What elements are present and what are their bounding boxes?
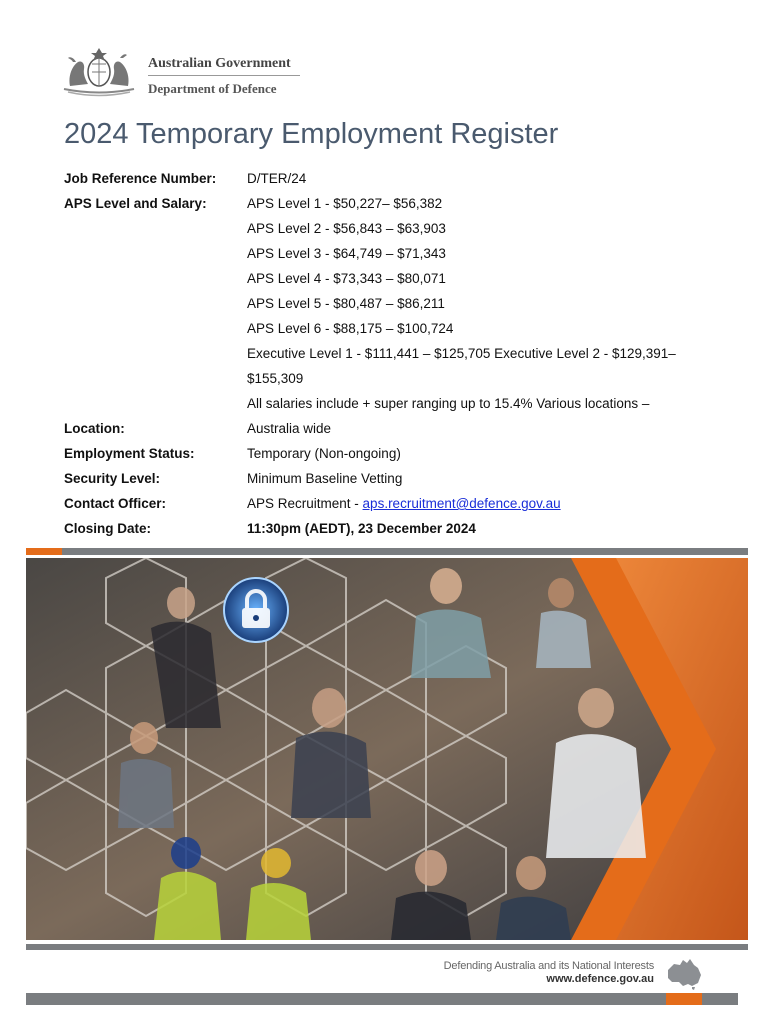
- footer-tagline: Defending Australia and its National Interests: [443, 960, 654, 972]
- padlock-icon: [224, 578, 288, 642]
- footer-accent: [666, 993, 702, 1005]
- closing-label: Closing Date:: [64, 521, 152, 536]
- job-details: [64, 166, 724, 541]
- closing-value: 11:30pm (AEDT), 23 December 2024: [247, 521, 476, 536]
- hero-image: [26, 558, 748, 940]
- contact-email-link[interactable]: aps.recruitment@defence.gov.au: [362, 496, 561, 511]
- detail-row-employment: [64, 441, 724, 466]
- footer-url: www.defence.gov.au: [546, 973, 654, 985]
- salary-line: APS Level 5 - $80,487 – $86,211: [247, 296, 445, 311]
- salary-line: Executive Level 1 - $111,441 – $125,705 Executive Level 2 - $129,391–: [247, 346, 676, 361]
- detail-row-security: [64, 466, 724, 491]
- job-ref-label: Job Reference Number:: [64, 171, 217, 186]
- salary-line: APS Level 2 - $56,843 – $63,903: [247, 221, 446, 236]
- salary-line: APS Level 1 - $50,227– $56,382: [247, 196, 443, 211]
- page-title: 2024 Temporary Employment Register: [64, 118, 559, 150]
- employment-label: Employment Status:: [64, 446, 195, 461]
- salary-line: APS Level 3 - $64,749 – $71,343: [247, 246, 446, 261]
- security-value: Minimum Baseline Vetting: [247, 471, 403, 486]
- detail-row-salary: [64, 191, 724, 416]
- job-ref-value: D/TER/24: [247, 171, 307, 186]
- security-label: Security Level:: [64, 471, 161, 486]
- location-label: Location:: [64, 421, 125, 436]
- coat-of-arms-icon: [58, 42, 140, 98]
- contact-prefix: APS Recruitment -: [247, 496, 363, 511]
- detail-row-job-ref: [64, 166, 724, 191]
- bottom-divider-band: [26, 944, 748, 950]
- footer-band: [26, 993, 738, 1005]
- contact-label: Contact Officer:: [64, 496, 167, 511]
- contact-value: [247, 491, 724, 516]
- government-logo: [58, 42, 308, 102]
- location-value: Australia wide: [247, 421, 332, 436]
- salary-label: APS Level and Salary:: [64, 196, 207, 211]
- department-name: Department of Defence: [148, 81, 277, 96]
- employment-value: Temporary (Non-ongoing): [247, 446, 401, 461]
- detail-row-location: [64, 416, 724, 441]
- hero-collage: [26, 558, 748, 940]
- detail-row-closing: [64, 516, 724, 541]
- salary-line: APS Level 4 - $73,343 – $80,071: [247, 271, 446, 286]
- government-name: Australian Government: [148, 56, 291, 71]
- top-divider-accent: [26, 548, 62, 555]
- logo-divider: [148, 75, 300, 76]
- australia-map-icon: [664, 956, 704, 990]
- salary-line: All salaries include + super ranging up to 15.4% Various locations –: [247, 396, 650, 411]
- detail-row-contact: [64, 491, 724, 516]
- salary-line: APS Level 6 - $88,175 – $100,724: [247, 321, 454, 336]
- top-divider-band: [26, 548, 748, 555]
- salary-line: $155,309: [247, 371, 304, 386]
